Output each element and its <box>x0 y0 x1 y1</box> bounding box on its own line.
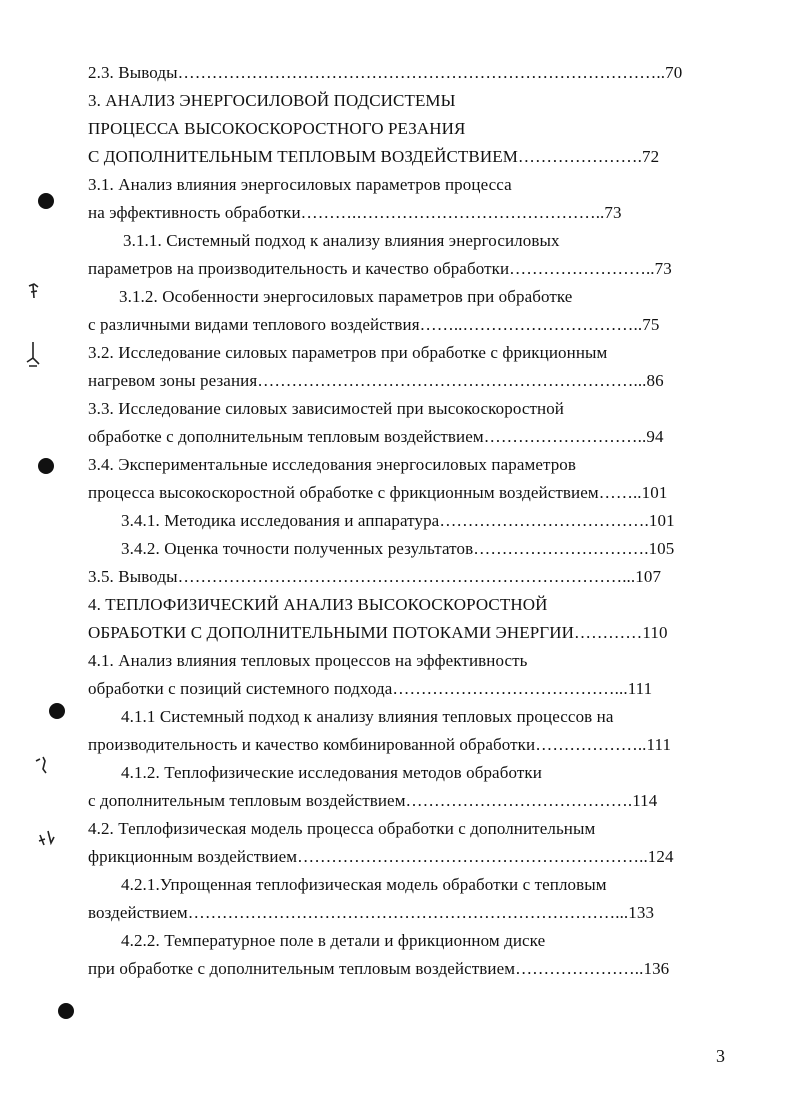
toc-line: 3.1.2. Особенности энергосиловых параметров при обработке <box>119 287 573 306</box>
scan-speck <box>26 282 44 302</box>
toc-line: обработки с позиций системного подхода…………………………………...111 <box>88 679 653 698</box>
punch-hole <box>49 703 65 719</box>
toc-heading: 4. ТЕПЛОФИЗИЧЕСКИЙ АНАЛИЗ ВЫСОКОСКОРОСТНОЙ <box>88 595 548 614</box>
toc-line: 3.5. Выводы……………………………………………………………………...107 <box>88 567 662 586</box>
toc-heading: ОБРАБОТКИ С ДОПОЛНИТЕЛЬНЫМИ ПОТОКАМИ ЭНЕРГИИ…………110 <box>88 623 668 642</box>
toc-heading: С ДОПОЛНИТЕЛЬНЫМ ТЕПЛОВЫМ ВОЗДЕЙСТВИЕМ………………….72 <box>88 147 660 166</box>
scan-speck <box>36 827 56 849</box>
toc-line: при обработке с дополнительным тепловым воздействием…………………..136 <box>88 959 670 978</box>
toc-line: 3.2. Исследование силовых параметров при обработке с фрикционным <box>88 343 608 362</box>
scan-speck <box>34 755 52 777</box>
toc-line: 4.1. Анализ влияния тепловых процессов на эффективность <box>88 651 528 670</box>
punch-hole <box>38 458 54 474</box>
punch-hole <box>38 193 54 209</box>
punch-hole <box>58 1003 74 1019</box>
toc-line: 3.4.2. Оценка точности полученных результатов………………………….105 <box>121 539 675 558</box>
toc-line: с дополнительным тепловым воздействием………………………………….114 <box>88 791 658 810</box>
toc-line: фрикционным воздействием……………………………………………………..124 <box>88 847 674 866</box>
toc-line: производительность и качество комбинированной обработки………………..111 <box>88 735 672 754</box>
toc-line: 4.2.2. Температурное поле в детали и фрикционном диске <box>121 931 546 950</box>
toc-line: на эффективность обработки……….……………………………………..73 <box>88 203 622 222</box>
toc-line: 4.2. Теплофизическая модель процесса обработки с дополнительным <box>88 819 596 838</box>
toc-line: 4.1.1 Системный подход к анализу влияния тепловых процессов на <box>121 707 614 726</box>
toc-heading: 3. АНАЛИЗ ЭНЕРГОСИЛОВОЙ ПОДСИСТЕМЫ <box>88 91 456 110</box>
toc-line: нагревом зоны резания…………………………………………………………...86 <box>88 371 664 390</box>
toc-line: с различными видами теплового воздействия……..…………………………..75 <box>88 315 660 334</box>
toc-line: воздействием…………………………………………………………………...133 <box>88 903 655 922</box>
toc-line: процесса высокоскоростной обработке с фрикционным воздействием……..101 <box>88 483 668 502</box>
toc-heading: ПРОЦЕССА ВЫСОКОСКОРОСТНОГО РЕЗАНИЯ <box>88 119 466 138</box>
toc-line: 2.3. Выводы…………………………………………………………………………..70 <box>88 63 683 82</box>
toc-line: 3.4. Экспериментальные исследования энергосиловых параметров <box>88 455 577 474</box>
toc-line: 4.1.2. Теплофизические исследования методов обработки <box>121 763 542 782</box>
toc-line: параметров на производительность и качество обработки……………………..73 <box>88 259 672 278</box>
toc-line: 3.1. Анализ влияния энергосиловых параметров процесса <box>88 175 512 194</box>
toc-line: 4.2.1.Упрощенная теплофизическая модель обработки с тепловым <box>121 875 607 894</box>
toc-line: обработке с дополнительным тепловым воздействием………………………..94 <box>88 427 664 446</box>
scan-speck <box>23 340 43 370</box>
toc-line: 3.1.1. Системный подход к анализу влияния энергосиловых <box>123 231 560 250</box>
page-number: 3 <box>716 1046 725 1066</box>
toc-line: 3.4.1. Методика исследования и аппаратура……………………………….101 <box>121 511 675 530</box>
toc-line: 3.3. Исследование силовых зависимостей при высокоскоростной <box>88 399 565 418</box>
